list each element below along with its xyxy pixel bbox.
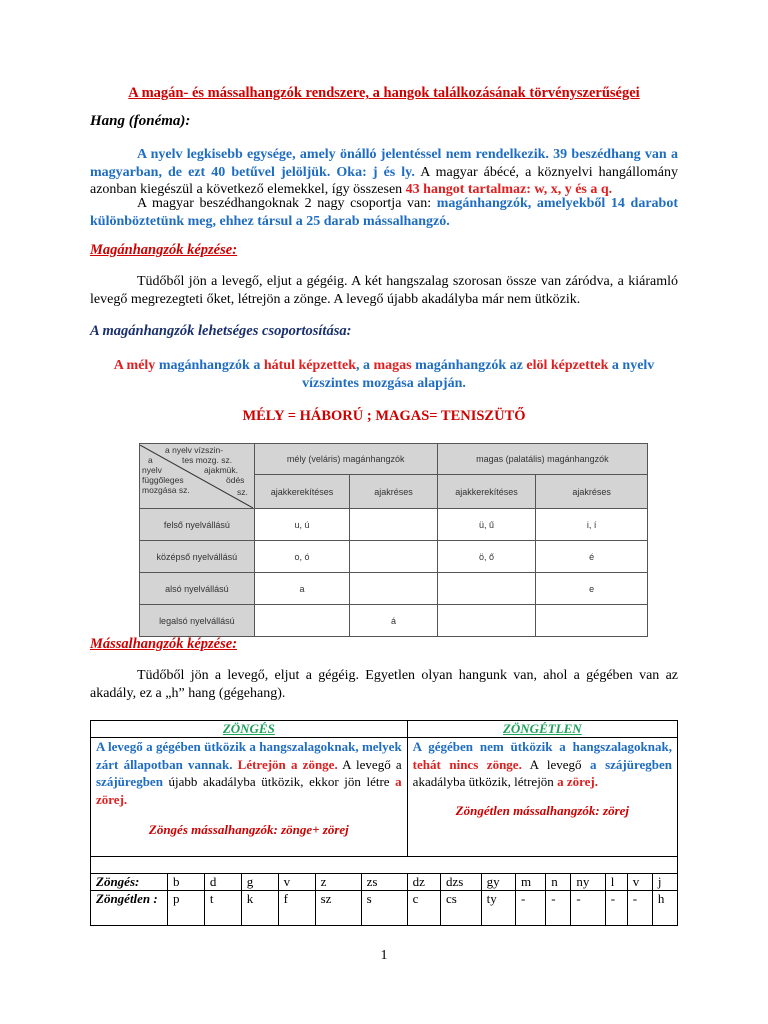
row-label: középső nyelvállású (140, 541, 255, 573)
table-row (140, 509, 648, 541)
row-label: felső nyelvállású (140, 509, 255, 541)
table-cell: é (536, 541, 648, 573)
consonant-cell: ny (571, 874, 605, 891)
consonant-cell: j (652, 874, 677, 891)
paragraph-vowel-formation: Tüdőből jön a levegő, eljut a gégéig. A két hangszalag szorosan össze van záródva, a kiáramló levegő megrezegteti őket, létrejön a zönge. A levegő újabb akadályba már nem ütközik. (90, 274, 678, 307)
hang-heading: Hang (fonéma): (90, 113, 191, 129)
consonant-cell: gy (481, 874, 515, 891)
consonant-cell: k (241, 891, 278, 926)
voiceless-label: Zöngétlen : (91, 891, 168, 926)
consonant-cell: p (168, 891, 205, 926)
consonant-table (90, 720, 678, 926)
consonant-cell: zs (361, 874, 407, 891)
table-cell (350, 509, 438, 541)
col-group-high: magas (palatális) magánhangzók (437, 444, 647, 475)
sub-col-header: ajakkerekítéses (254, 475, 350, 509)
col-group-deep: mély (veláris) magánhangzók (254, 444, 437, 475)
consonant-cell: v (627, 874, 652, 891)
mnemonic: MÉLY = HÁBORÚ ; MAGAS= TENISZÜTŐ (242, 408, 526, 424)
table-cell (536, 605, 648, 637)
table-cell: ö, ő (437, 541, 536, 573)
voiced-description: A levegő a gégében ütközik a hangszalagoknak, melyek zárt állapotban vannak. Létrejön a zönge. A levegő a szájüregben újabb akadályba ütközik, ekkor jön létre a zörej. Zöngés mássalhangzók: zönge+ zörej (91, 738, 408, 857)
consonant-cell: - (516, 891, 546, 926)
section-heading-consonant-formation: Mássalhangzók képzése: (90, 636, 238, 652)
consonant-cell: - (571, 891, 605, 926)
consonant-cell: sz (315, 891, 361, 926)
voiced-summary: Zöngés mássalhangzók: zönge+ zörej (148, 822, 349, 837)
table-cell: a (254, 573, 350, 605)
consonant-cell: dz (407, 874, 440, 891)
voiced-row (91, 874, 678, 891)
table-row (140, 573, 648, 605)
document-title: A magán- és mássalhangzók rendszere, a hangok találkozásának törvényszerűségei (128, 85, 640, 101)
table-cell (350, 573, 438, 605)
table-cell (437, 573, 536, 605)
consonant-cell: d (204, 874, 241, 891)
vowel-rule: A mély magánhangzók a hátul képzettek, a magas magánhangzók az elöl képzettek a nyelv vízszintes mozgása alapján. (113, 358, 655, 391)
table-cell (254, 605, 350, 637)
table-row (140, 605, 648, 637)
consonant-cell: ty (481, 891, 515, 926)
consonant-cell: m (516, 874, 546, 891)
row-label: alsó nyelvállású (140, 573, 255, 605)
consonant-cell: n (546, 874, 571, 891)
consonant-cell: - (546, 891, 571, 926)
vowel-table-corner: a nyelv vízszin- a tes mozg. sz. nyelv ajakmük. függőleges ödés mozgása sz. sz. (140, 444, 255, 509)
consonant-cell: - (627, 891, 652, 926)
section-heading-vowel-formation: Magánhangzók képzése: (90, 242, 238, 258)
paragraph-hang-groups: A magyar beszédhangoknak 2 nagy csoportja van: magánhangzók, amelyekből 14 darabot különböztetünk meg, ehhez társul a 25 darab mássalhangzó. (90, 196, 678, 229)
consonant-cell: t (204, 891, 241, 926)
consonant-cell: g (241, 874, 278, 891)
page-number: 1 (380, 948, 388, 963)
sub-col-header: ajakkerekítéses (437, 475, 536, 509)
header-voiced: ZÖNGÉS (91, 721, 408, 738)
voiceless-row (91, 891, 678, 926)
table-cell: á (350, 605, 438, 637)
table-cell: e (536, 573, 648, 605)
consonant-cell: h (652, 891, 677, 926)
header-voiceless: ZÖNGÉTLEN (407, 721, 677, 738)
consonant-cell: - (605, 891, 627, 926)
consonant-cell: v (278, 874, 315, 891)
consonant-cell: cs (441, 891, 482, 926)
table-cell (350, 541, 438, 573)
table-cell: o, ó (254, 541, 350, 573)
consonant-cell: b (168, 874, 205, 891)
spacer-row (91, 857, 678, 874)
voiceless-summary: Zöngétlen mássalhangzók: zörej (455, 802, 630, 818)
consonant-cell: c (407, 891, 440, 926)
table-cell: i, í (536, 509, 648, 541)
section-heading-vowel-grouping: A magánhangzók lehetséges csoportosítása: (90, 323, 352, 339)
sub-col-header: ajakréses (350, 475, 438, 509)
sub-col-header: ajakréses (536, 475, 648, 509)
table-cell: ü, ű (437, 509, 536, 541)
voiceless-description: A gégében nem ütközik a hangszalagoknak, tehát nincs zönge. A levegő a szájüregben akadályba ütközik, létrejön a zörej. Zöngétlen mássalhangzók: zörej (407, 738, 677, 857)
paragraph-hang-definition: A nyelv legkisebb egysége, amely önálló jelentéssel nem rendelkezik. 39 beszédhang van a magyarban, de ezt 40 betűvel jelöljük. Oka: j és ly. A magyar ábécé, a köznyelvi hangállomány azonban kiegészül a következő elemekkel, így összesen 43 hangot tartalmaz: w, x, y és a q. (90, 147, 678, 197)
row-label: legalsó nyelvállású (140, 605, 255, 637)
table-cell: u, ú (254, 509, 350, 541)
vowel-table (139, 443, 648, 637)
consonant-cell: z (315, 874, 361, 891)
consonant-cell: dzs (441, 874, 482, 891)
table-row (140, 541, 648, 573)
voiced-label: Zöngés: (91, 874, 168, 891)
paragraph-consonant-formation: Tüdőből jön a levegő, eljut a gégéig. Egyetlen olyan hangunk van, ahol a gégében van az akadály, ez a „h” hang (gégehang). (90, 668, 678, 701)
table-cell (437, 605, 536, 637)
consonant-cell: f (278, 891, 315, 926)
consonant-cell: l (605, 874, 627, 891)
consonant-cell: s (361, 891, 407, 926)
